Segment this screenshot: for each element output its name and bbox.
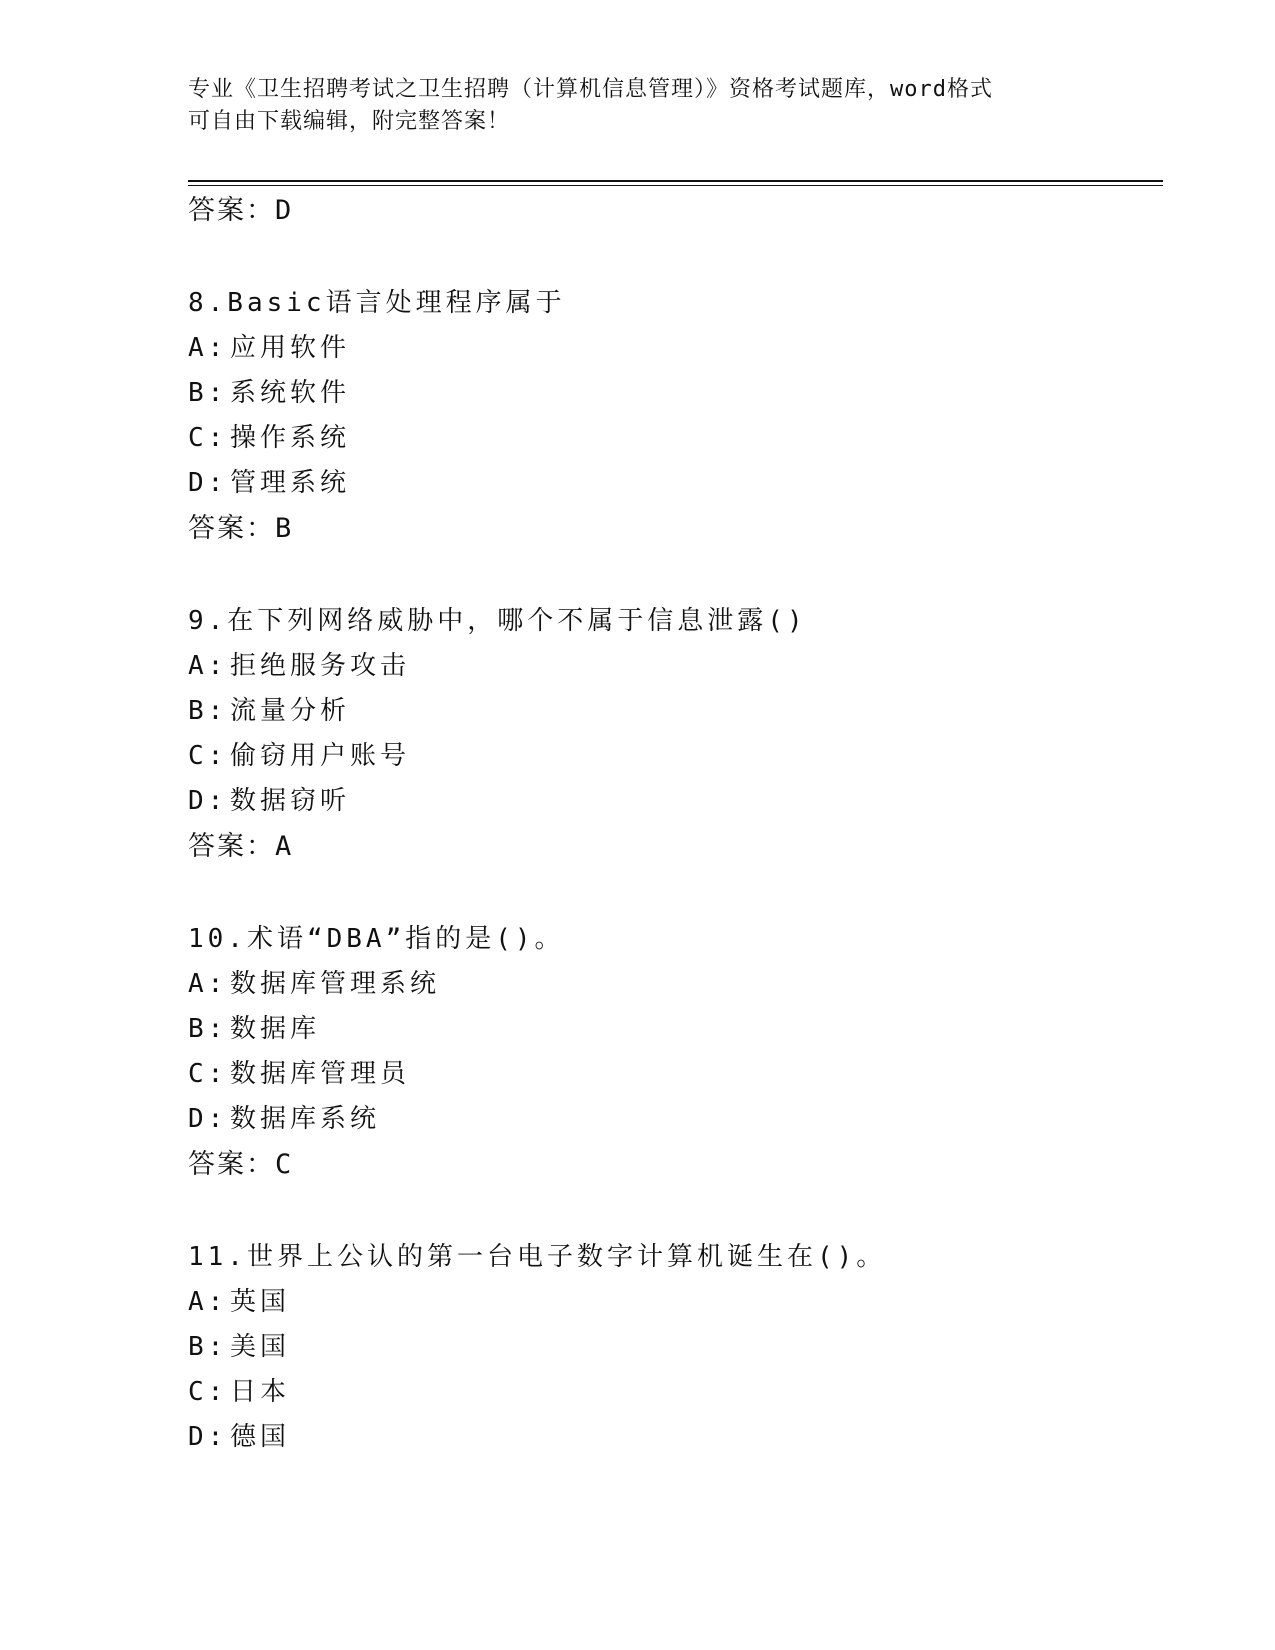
option-text: 数据库系统 <box>230 1104 381 1134</box>
option-item <box>188 779 1163 824</box>
option-key: D: <box>188 1422 228 1452</box>
option-item <box>188 689 1163 734</box>
option-item <box>188 461 1163 506</box>
option-item <box>188 416 1163 461</box>
answer-value: D <box>275 195 294 226</box>
option-text: 德国 <box>230 1422 291 1452</box>
option-text: 数据库管理系统 <box>230 969 441 999</box>
header-line-2: 可自由下载编辑，附完整答案！ <box>188 109 511 134</box>
option-item <box>188 1052 1163 1097</box>
option-key: A: <box>188 333 228 363</box>
question-block <box>188 916 1163 1188</box>
option-item <box>188 326 1163 371</box>
option-item <box>188 1280 1163 1325</box>
option-item <box>188 734 1163 779</box>
option-item <box>188 1415 1163 1460</box>
option-text: 拒绝服务攻击 <box>230 651 411 681</box>
answer-value: A <box>275 831 294 862</box>
option-key: B: <box>188 1014 228 1044</box>
answer-value: B <box>275 513 294 544</box>
option-text: 应用软件 <box>230 333 351 363</box>
option-text: 偷窃用户账号 <box>230 741 411 771</box>
option-text: 管理系统 <box>230 468 351 498</box>
answer-label: 答案： <box>188 1149 275 1180</box>
option-key: A: <box>188 651 228 681</box>
option-text: 操作系统 <box>230 423 351 453</box>
option-text: 数据库管理员 <box>230 1059 411 1089</box>
option-key: D: <box>188 786 228 816</box>
answer-line <box>188 506 1163 552</box>
answer-line <box>188 824 1163 870</box>
question-stem: 8.Basic语言处理程序属于 <box>188 288 566 318</box>
option-key: A: <box>188 1287 228 1317</box>
answer-label: 答案： <box>188 513 275 544</box>
answer-value: C <box>275 1149 294 1180</box>
option-key: B: <box>188 378 228 408</box>
option-item <box>188 644 1163 689</box>
option-text: 英国 <box>230 1287 291 1317</box>
option-item <box>188 962 1163 1007</box>
header-line-1: 专业《卫生招聘考试之卫生招聘（计算机信息管理）》资格考试题库，word格式 <box>188 77 993 102</box>
option-item <box>188 1370 1163 1415</box>
question-block <box>188 280 1163 552</box>
option-key: D: <box>188 1104 228 1134</box>
option-text: 美国 <box>230 1332 291 1362</box>
option-key: C: <box>188 1059 228 1089</box>
option-key: C: <box>188 1377 228 1407</box>
option-key: C: <box>188 741 228 771</box>
answer-label: 答案： <box>188 195 275 226</box>
option-text: 数据窃听 <box>230 786 351 816</box>
question-stem: 9.在下列网络威胁中，哪个不属于信息泄露() <box>188 606 807 636</box>
question-block <box>188 1234 1163 1460</box>
option-key: C: <box>188 423 228 453</box>
option-item <box>188 1097 1163 1142</box>
option-text: 日本 <box>230 1377 291 1407</box>
option-key: A: <box>188 969 228 999</box>
answer-label: 答案： <box>188 831 275 862</box>
document-header <box>188 74 1088 138</box>
question-block <box>188 598 1163 870</box>
question-stem: 11.世界上公认的第一台电子数字计算机诞生在()。 <box>188 1242 887 1272</box>
option-key: B: <box>188 696 228 726</box>
option-text: 流量分析 <box>230 696 351 726</box>
option-item <box>188 1325 1163 1370</box>
option-item <box>188 1007 1163 1052</box>
option-item <box>188 371 1163 416</box>
answer-line <box>188 1142 1163 1188</box>
option-key: B: <box>188 1332 228 1362</box>
option-key: D: <box>188 468 228 498</box>
document-body <box>188 188 1163 1460</box>
header-divider <box>188 180 1163 186</box>
option-text: 数据库 <box>230 1014 321 1044</box>
option-text: 系统软件 <box>230 378 351 408</box>
answer-line <box>188 188 1163 234</box>
question-stem: 10.术语“DBA”指的是()。 <box>188 924 565 954</box>
